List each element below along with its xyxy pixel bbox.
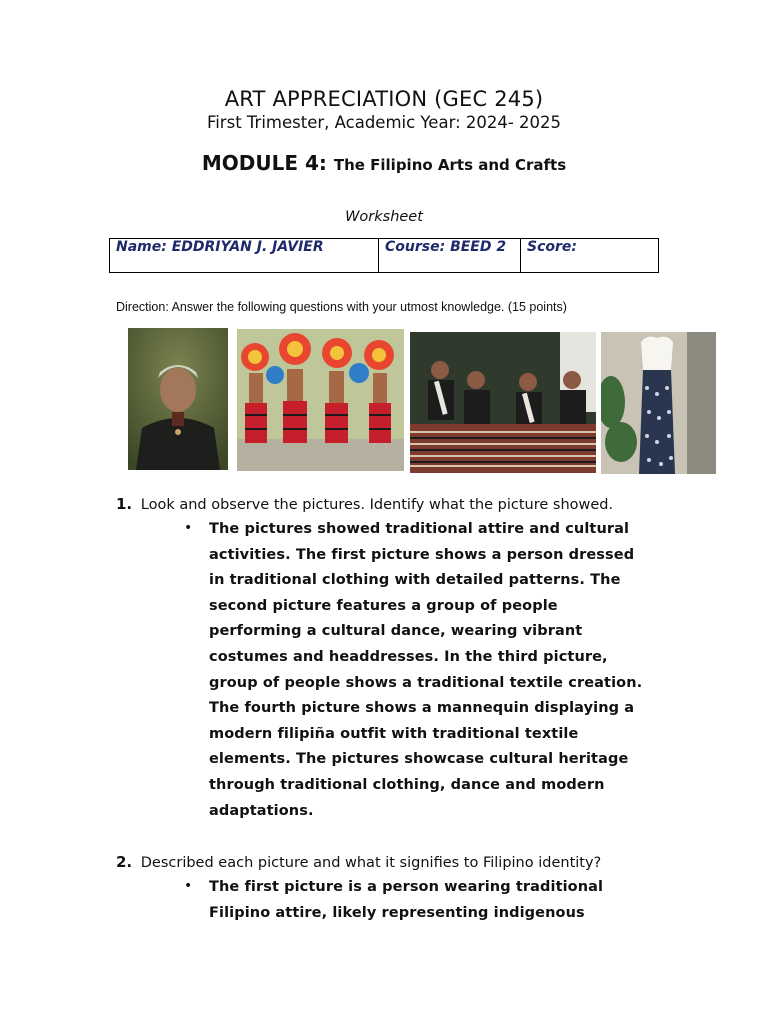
module-heading	[0, 151, 768, 175]
worksheet-label: Worksheet	[345, 209, 423, 225]
question-2	[116, 853, 601, 871]
course-cell: Course: BEED 2	[379, 239, 521, 273]
question-number: 2.	[116, 853, 133, 871]
question-1	[116, 495, 613, 513]
photo-festival-dancers	[237, 329, 404, 471]
photo-textile-weavers	[410, 332, 596, 473]
direction-text: Direction: Answer the following questions with your utmost knowledge. (15 points)	[116, 300, 567, 314]
bullet-marker: •	[184, 520, 193, 536]
answer-1: The pictures showed traditional attire and cultural activities. The first picture shows a person dressed in traditional clothing with detailed patterns. The second picture features a group of people performing a cultural dance, wearing vibrant costumes and headdresses. In the third picture, group of people shows a traditional textile creation. The fourth picture shows a mannequin displaying a modern filipiña outfit with traditional textile elements. The pictures showcase cultural heritage through traditional clothing, dance and modern adaptations.	[209, 521, 643, 819]
course-title: ART APPRECIATION (GEC 245)	[224, 87, 544, 111]
academic-term: First Trimester, Academic Year: 2024- 2025	[206, 113, 562, 132]
name-cell: Name: EDDRIYAN J. JAVIER	[110, 239, 379, 273]
student-info-table	[109, 238, 659, 273]
question-number: 1.	[116, 495, 133, 513]
bullet-marker: •	[184, 878, 193, 894]
module-label: MODULE 4:	[201, 151, 327, 175]
question-text: Look and observe the pictures. Identify what the picture showed.	[140, 497, 614, 513]
question-text: Described each picture and what it signifies to Filipino identity?	[140, 855, 602, 871]
answer-2: The first picture is a person wearing traditional Filipino attire, likely representing indigenous	[209, 879, 604, 921]
photo-elder-traditional-attire	[128, 328, 228, 470]
photo-mannequin-filipiniana	[601, 332, 716, 474]
module-title: The Filipino Arts and Crafts	[333, 156, 567, 174]
score-cell: Score:	[521, 239, 659, 273]
